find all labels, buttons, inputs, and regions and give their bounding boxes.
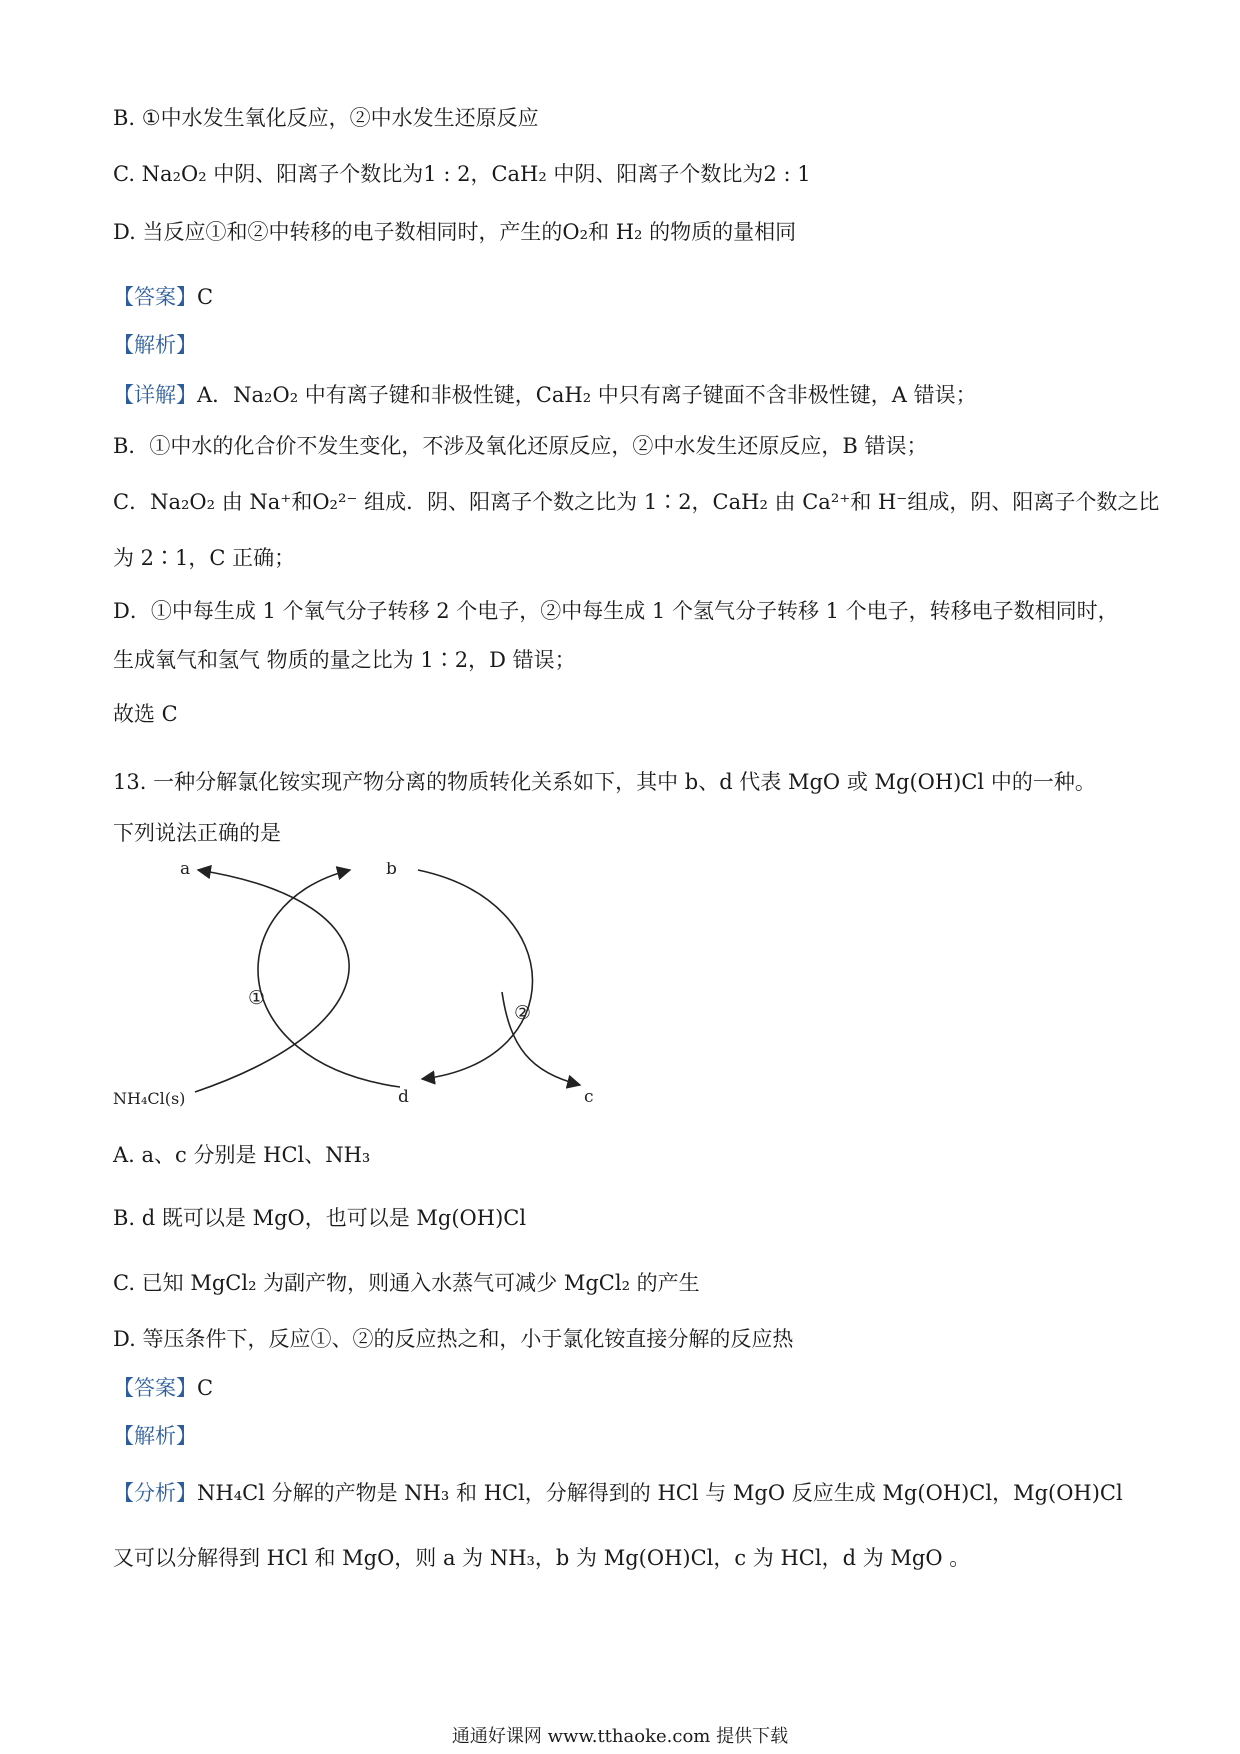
detail-c-1: C．Na₂O₂ 由 Na⁺和O₂²⁻ 组成．阴、阳离子个数之比为 1∶2，CaH₂ 由 Ca²⁺和 H⁻组成，阴、阳离子个数之比 [113,490,1160,514]
detail-b: B．①中水的化合价不发生变化，不涉及氧化还原反应，②中水发生还原反应，B 错误； [113,434,928,458]
option-d: D. 当反应①和②中转移的电子数相同时，产生的O₂和 H₂ 的物质的量相同 [113,220,797,244]
q13-answer-line [113,1373,213,1403]
q13-option-c: C. 已知 MgCl₂ 为副产物，则通入水蒸气可减少 MgCl₂ 的产生 [113,1271,700,1295]
label-c: c [584,1087,594,1107]
label-b: b [386,862,397,879]
label-start: NH₄Cl(s) [113,1089,186,1108]
q13-answer-tag: 【答案】 [113,1376,197,1400]
detail-a [113,380,977,410]
detail-d-1: D．①中每生成 1 个氧气分子转移 2 个电子，②中每生成 1 个氢气分子转移 1 个电子，转移电子数相同时， [113,599,1119,623]
fenxi-text-1: NH₄Cl 分解的产物是 NH₃ 和 HCl，分解得到的 HCl 与 MgO 反应生成 Mg(OH)Cl，Mg(OH)Cl [197,1481,1123,1505]
label-d: d [398,1087,409,1107]
conclusion: 故选 C [113,702,178,726]
q13-option-d: D. 等压条件下，反应①、②的反应热之和，小于氯化铵直接分解的反应热 [113,1327,794,1351]
detail-tag: 【详解】 [113,383,197,407]
detail-c-2: 为 2∶1，C 正确； [113,546,296,570]
detail-a-text: A．Na₂O₂ 中有离子键和非极性键，CaH₂ 中只有离子键面不含非极性键，A 错误； [197,383,977,407]
q13-answer-value: C [197,1376,214,1400]
q13-analysis-tag: 【解析】 [113,1424,197,1448]
answer-value: C [197,285,214,309]
q13-option-b: B. d 既可以是 MgO，也可以是 Mg(OH)Cl [113,1206,527,1230]
q13-fenxi-1 [113,1478,1123,1508]
analysis-tag: 【解析】 [113,333,197,357]
q13-fenxi-2: 又可以分解得到 HCl 和 MgO，则 a 为 NH₃，b 为 Mg(OH)Cl，c 为 HCl，d 为 MgO 。 [113,1546,971,1570]
q13-stem-2: 下列说法正确的是 [113,821,281,845]
conversion-diagram [100,862,620,1112]
answer-tag: 【答案】 [113,285,197,309]
q13-stem-1: 13. 一种分解氯化铵实现产物分离的物质转化关系如下，其中 b、d 代表 MgO 或 Mg(OH)Cl 中的一种。 [113,770,1096,794]
option-b: B. ①中水发生氧化反应，②中水发生还原反应 [113,106,539,130]
footer-watermark: 通通好课网 www.tthaoke.com 提供下载 [451,1726,789,1747]
step-1-label: ① [248,987,266,1009]
label-a: a [180,862,191,879]
option-c: C. Na₂O₂ 中阴、阳离子个数比为1 : 2，CaH₂ 中阴、阳离子个数比为2 : 1 [113,162,811,186]
fenxi-tag: 【分析】 [113,1481,197,1505]
answer-line [113,282,213,312]
arc-b-to-d [418,870,533,1079]
detail-d-2: 生成氧气和氢气 物质的量之比为 1∶2，D 错误； [113,648,576,672]
step-2-label: ② [514,1002,532,1024]
q13-option-a: A. a、c 分别是 HCl、NH₃ [113,1143,371,1167]
arc-nh4cl-to-a [195,870,349,1092]
